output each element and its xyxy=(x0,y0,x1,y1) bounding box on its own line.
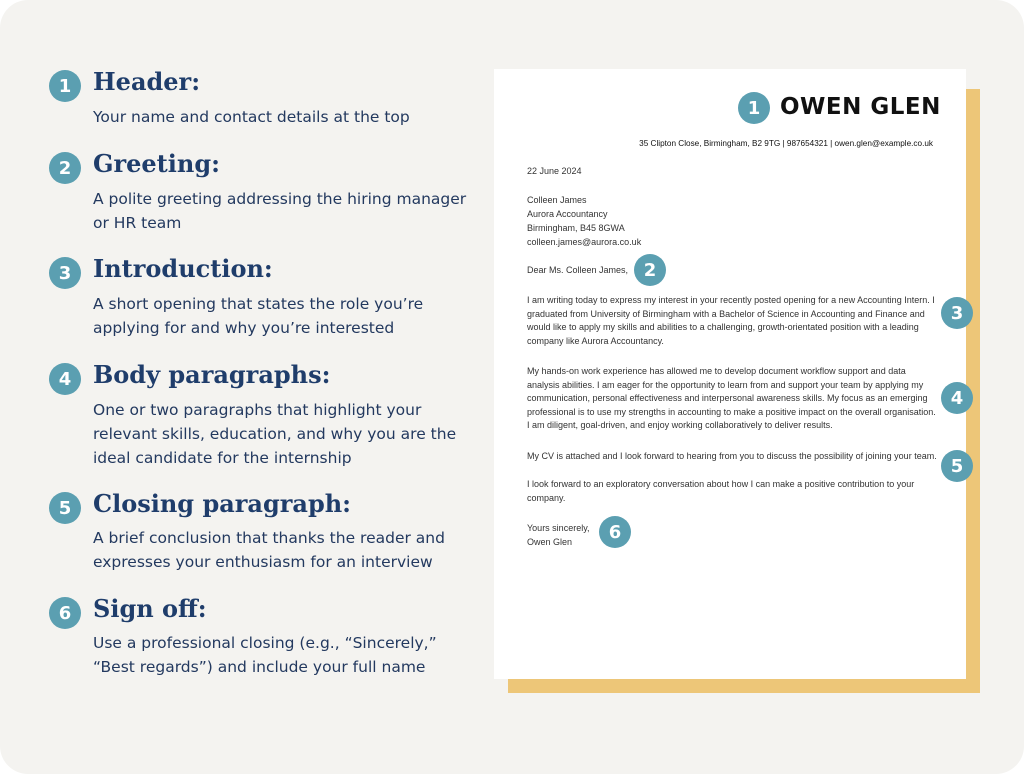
letter-closing-2: I look forward to an exploratory conversation about how I can make a positive contribution to your company. xyxy=(527,479,915,503)
section-description: A brief conclusion that thanks the reader and expresses your enthusiasm for an interview xyxy=(93,529,445,571)
recipient-name: Colleen James xyxy=(527,195,587,205)
section-title: Body paragraphs: xyxy=(93,360,331,389)
section-description: Use a professional closing (e.g., “Sincerely,” “Best regards”) and include your full name xyxy=(93,634,437,676)
number-badge: 3 xyxy=(49,257,81,289)
number-badge: 6 xyxy=(49,597,81,629)
recipient-company: Aurora Accountancy xyxy=(527,209,608,219)
section-description: A short opening that states the role you’re applying for and why you’re interested xyxy=(93,295,424,337)
section-description: A polite greeting addressing the hiring manager or HR team xyxy=(93,190,467,232)
section-title: Introduction: xyxy=(93,254,273,283)
letter-date: 22 June 2024 xyxy=(527,166,582,176)
section-title: Greeting: xyxy=(93,149,220,178)
letter-name: OWEN GLEN xyxy=(780,94,941,120)
number-badge: 5 xyxy=(941,450,973,482)
number-badge: 2 xyxy=(634,254,666,286)
letter-intro: I am writing today to express my interest in your recently posted opening for a new Accounting Intern. I graduated from University of Birmingham with a Bachelor of Science in Accounting and Finance and would like to apply my skills and abilities to a challenging, growth-orientated position with a leading company like Aurora Accountancy. xyxy=(527,295,935,346)
letter-body: My hands-on work experience has allowed me to develop document workflow support and data analysis abilities. I am eager for the opportunity to learn from and support your team by applying my communication, personal effectiveness and interpersonal awareness skills. My focus as an emerging professional is to use my strengths in accounting to make a positive impact on the overall organisation. I am diligent, goal-driven, and enjoy working collaboratively to deliver results. xyxy=(527,366,936,431)
section-title: Closing paragraph: xyxy=(93,489,352,518)
number-badge: 6 xyxy=(599,516,631,548)
section-title: Sign off: xyxy=(93,594,207,623)
recipient-city: Birmingham, B45 8GWA xyxy=(527,223,625,233)
letter-closing-1: My CV is attached and I look forward to hearing from you to discuss the possibility of joining your team. xyxy=(527,451,937,461)
section-description: One or two paragraphs that highlight your relevant skills, education, and why you are the ideal candidate for the internship xyxy=(93,401,457,467)
recipient-email: colleen.james@aurora.co.uk xyxy=(527,237,642,247)
number-badge: 5 xyxy=(49,492,81,524)
number-badge: 2 xyxy=(49,152,81,184)
number-badge: 1 xyxy=(738,92,770,124)
letter-signoff: Yours sincerely, xyxy=(527,523,590,533)
number-badge: 4 xyxy=(49,363,81,395)
letter-contact: 35 Clipton Close, Birmingham, B2 9TG | 987654321 | owen.glen@example.co.uk xyxy=(639,139,933,148)
letter-signature: Owen Glen xyxy=(527,537,573,547)
number-badge: 4 xyxy=(941,382,973,414)
section-description: Your name and contact details at the top xyxy=(93,108,410,126)
section-title: Header: xyxy=(93,67,201,96)
letter-greeting: Dear Ms. Colleen James, xyxy=(527,265,629,275)
number-badge: 3 xyxy=(941,297,973,329)
number-badge: 1 xyxy=(49,70,81,102)
